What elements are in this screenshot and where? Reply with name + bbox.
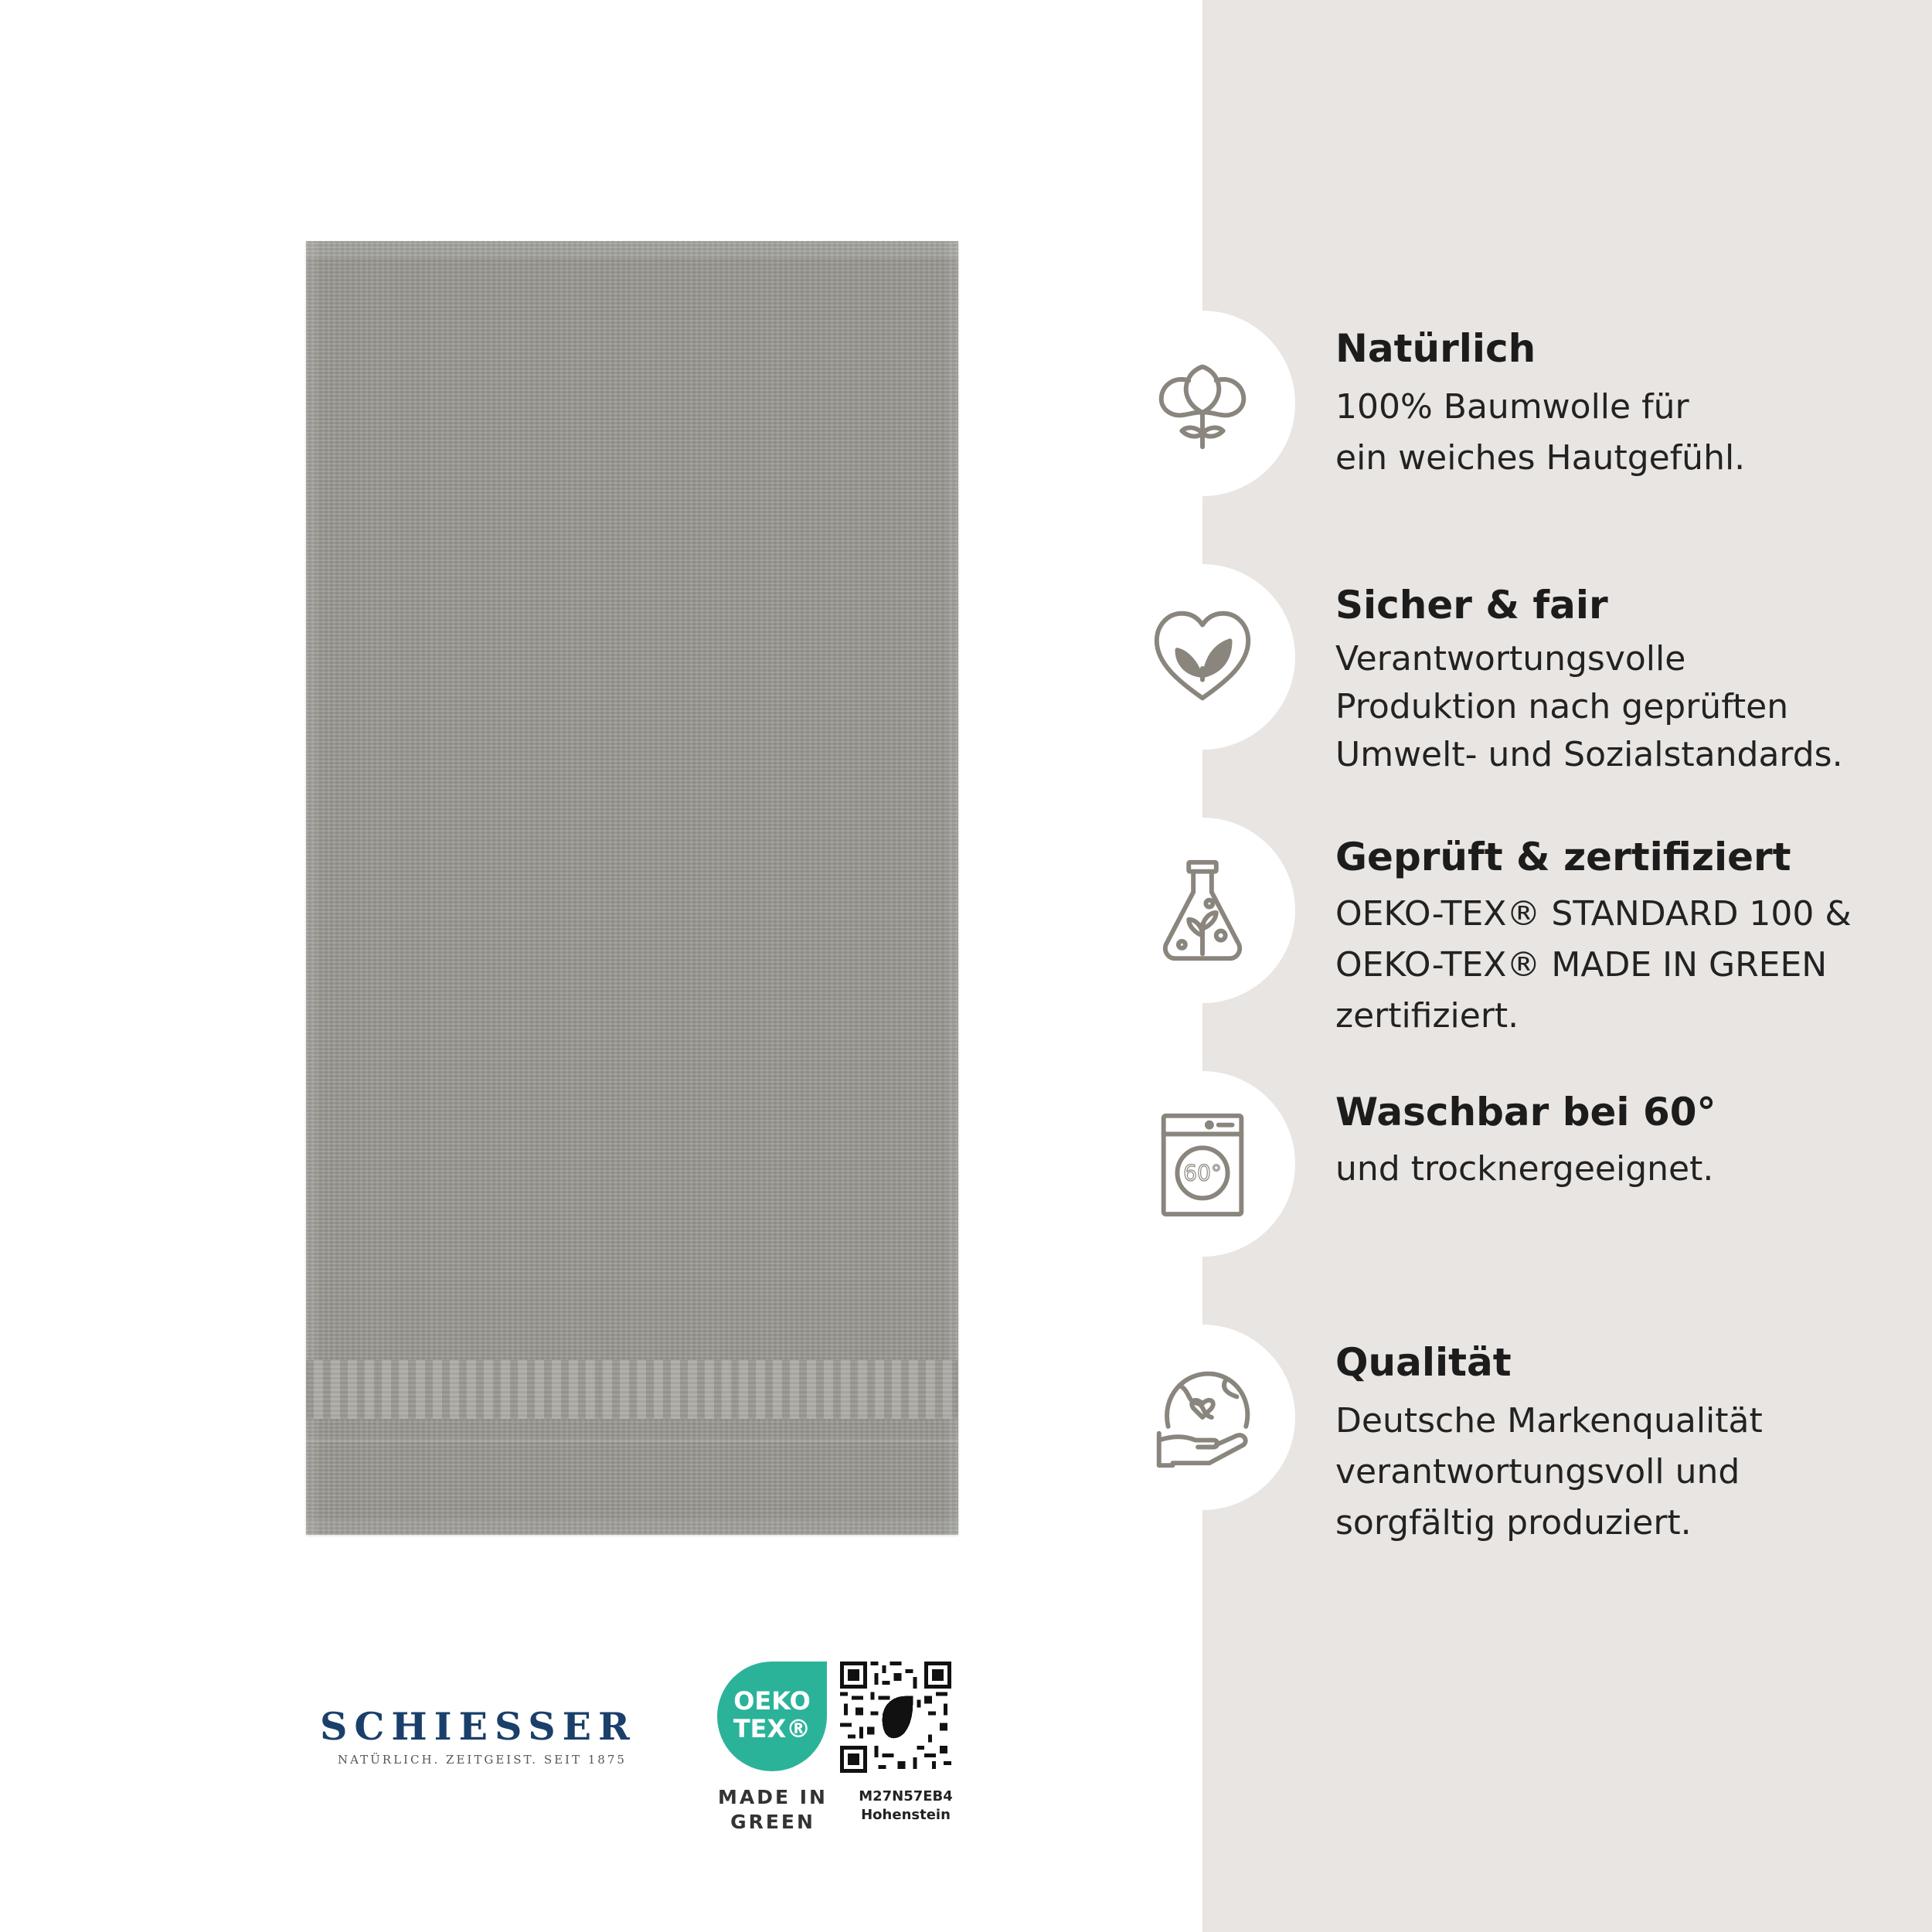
towel-hem-bottom xyxy=(306,1519,958,1535)
feature-icon-circle xyxy=(1110,564,1295,750)
feature-line: Produktion nach geprüften xyxy=(1335,687,1789,726)
feature-title: Natürlich xyxy=(1335,326,1536,371)
towel-selvedge-right xyxy=(947,241,958,1535)
feature-description xyxy=(1335,382,1745,484)
oeko-badge-line1: OEKO xyxy=(733,1686,811,1716)
made-in-green-label xyxy=(711,1785,835,1835)
hand-globe-heart-icon xyxy=(1145,1360,1260,1475)
certification-code: M27N57EB4 xyxy=(859,1788,953,1804)
feature-certified xyxy=(1110,818,1932,1036)
feature-line: sorgfältig produziert. xyxy=(1335,1503,1692,1543)
made-in-green-line2: GREEN xyxy=(730,1811,815,1833)
feature-safe-fair xyxy=(1110,564,1932,774)
feature-line: OEKO-TEX® STANDARD 100 & xyxy=(1335,894,1852,934)
towel-product-image xyxy=(306,241,958,1535)
feature-icon-circle xyxy=(1110,311,1295,496)
towel-woven-border xyxy=(306,1360,958,1419)
feature-line: verantwortungsvoll und xyxy=(1335,1452,1740,1492)
feature-line: OEKO-TEX® MADE IN GREEN xyxy=(1335,945,1828,985)
feature-icon-circle xyxy=(1110,818,1295,1003)
certification-institute: Hohenstein xyxy=(861,1807,951,1823)
feature-washable xyxy=(1110,1071,1932,1257)
feature-line: ein weiches Hautgefühl. xyxy=(1335,438,1746,478)
feature-icon-circle xyxy=(1110,1071,1295,1257)
washing-machine-icon xyxy=(1145,1107,1260,1221)
feature-title: Geprüft & zertifiziert xyxy=(1335,835,1791,879)
towel-selvedge-left xyxy=(306,241,317,1535)
towel-hem-top xyxy=(306,241,958,259)
feature-title: Qualität xyxy=(1335,1340,1512,1385)
feature-title: Sicher & fair xyxy=(1335,583,1608,628)
cotton-flower-icon xyxy=(1145,346,1260,461)
brand-logo-name: SCHIESSER xyxy=(320,1704,637,1749)
oeko-tex-badge xyxy=(717,1662,827,1771)
feature-description xyxy=(1335,635,1843,779)
feature-description xyxy=(1335,1396,1763,1549)
feature-description xyxy=(1335,889,1852,1042)
wash-temperature-label: 60° xyxy=(1183,1161,1222,1187)
towel-border-line xyxy=(306,1439,958,1442)
feature-description xyxy=(1335,1144,1713,1195)
feature-title: Waschbar bei 60° xyxy=(1335,1090,1716,1134)
feature-line: zertifiziert. xyxy=(1335,996,1519,1036)
feature-line: und trocknergeeignet. xyxy=(1335,1149,1714,1189)
feature-line: Verantwortungsvolle xyxy=(1335,639,1686,679)
feature-quality xyxy=(1110,1325,1932,1543)
heart-leaf-icon xyxy=(1145,600,1260,714)
flask-plant-icon xyxy=(1145,853,1260,968)
feature-line: 100% Baumwolle für xyxy=(1335,387,1689,427)
qr-code-icon xyxy=(840,1662,951,1773)
feature-line: Deutsche Markenqualität xyxy=(1335,1401,1763,1440)
oeko-badge-line2: TEX® xyxy=(733,1714,811,1743)
feature-line: Umwelt- und Sozialstandards. xyxy=(1335,735,1843,774)
brand-tagline: NATÜRLICH. ZEITGEIST. SEIT 1875 xyxy=(338,1753,627,1767)
feature-icon-circle xyxy=(1110,1325,1295,1510)
feature-natural xyxy=(1110,311,1932,496)
made-in-green-line1: MADE IN xyxy=(718,1786,828,1808)
